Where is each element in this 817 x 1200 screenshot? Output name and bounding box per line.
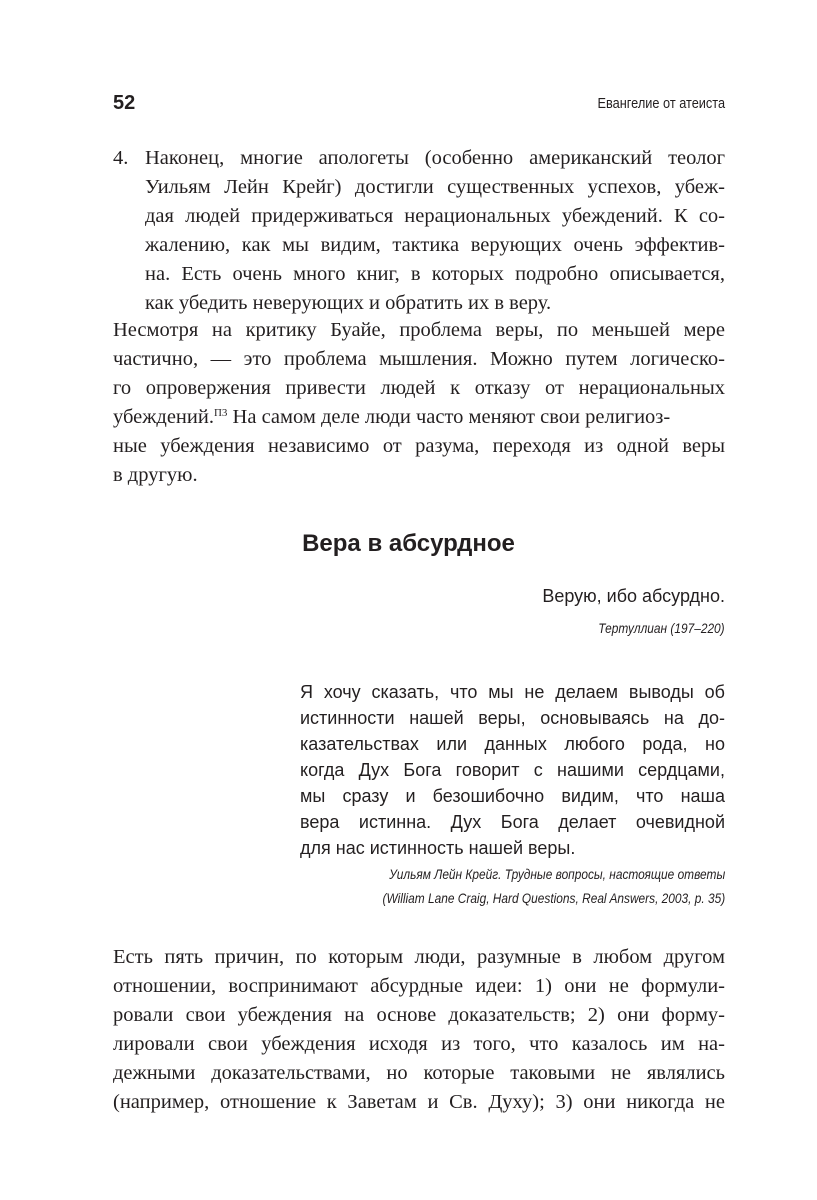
text-line: (например, отношение к Заветам и Св. Духу); 3) они никогда не (113, 1091, 725, 1113)
list-item (113, 144, 725, 318)
epigraph: Верую, ибо абсурдно. (542, 586, 725, 606)
quote-line: для нас истинность нашей веры. (300, 838, 576, 858)
text-line: отношении, воспринимают абсурдные идеи: 1) они не формули- (113, 975, 725, 997)
paragraph (113, 316, 725, 490)
section-heading: Вера в абсурдное (302, 530, 515, 557)
text-line: ные убеждения независимо от разума, переходя из одной веры (113, 435, 725, 457)
quote-line: казательствах или данных любого рода, но (300, 734, 725, 754)
text-line: дая людей придерживаться нерациональных убеждений. К со- (145, 205, 725, 227)
list-number: 4. (113, 147, 129, 169)
page-number: 52 (113, 92, 136, 114)
running-title: Евангелие от атеиста (597, 95, 725, 112)
quote-line: Я хочу сказать, что мы не делаем выводы об (300, 682, 725, 702)
text-line: Уильям Лейн Крейг) достигли существенных успехов, убеж- (145, 176, 725, 198)
text-line: Несмотря на критику Буайе, проблема веры, по меньшей мере (113, 319, 725, 341)
text-line: на. Есть очень много книг, в которых подробно описывается, (145, 263, 725, 285)
quote-line: когда Дух Бога говорит с нашими сердцами, (300, 760, 725, 780)
quote-line: мы сразу и безошибочно видим, что наша (300, 786, 725, 806)
text-line: ровали свои убеждения на основе доказательств; 2) они форму- (113, 1004, 725, 1026)
text-line: в другую. (113, 464, 198, 486)
quote-citation: Уильям Лейн Крейг. Трудные вопросы, настоящие ответы (389, 866, 725, 882)
text-line: жалению, как мы видим, тактика верующих очень эффектив- (145, 234, 725, 256)
text-line: Наконец, многие апологеты (особенно американский теолог (145, 147, 725, 169)
text-line: дежными доказательствами, но которые таковыми не являлись (113, 1062, 725, 1084)
quote-line: вера истинна. Дух Бога делает очевидной (300, 812, 725, 832)
quote-line: истинности нашей веры, основываясь на до- (300, 708, 725, 728)
text-line: лировали свои убеждения исходя из того, что казалось им на- (113, 1033, 725, 1055)
quote-citation: (William Lane Craig, Hard Questions, Real Answers, 2003, p. 35) (382, 890, 725, 906)
text-segment: убеждений. (113, 406, 214, 428)
text-line (113, 403, 725, 432)
text-line: как убедить неверующих и обратить их в веру. (145, 292, 552, 314)
epigraph-source: Тертуллиан (197–220) (598, 620, 725, 636)
block-quote (300, 679, 725, 861)
text-segment: На самом деле люди часто меняют свои религиоз- (227, 406, 671, 428)
paragraph (113, 943, 725, 1117)
text-line: частично, — это проблема мышления. Можно путем логическо- (113, 348, 725, 370)
footnote-ref[interactable]: П3 (213, 407, 228, 419)
text-line: го опровержения привести людей к отказу от нерациональных (113, 377, 725, 399)
text-line: Есть пять причин, по которым люди, разумные в любом другом (113, 946, 725, 968)
